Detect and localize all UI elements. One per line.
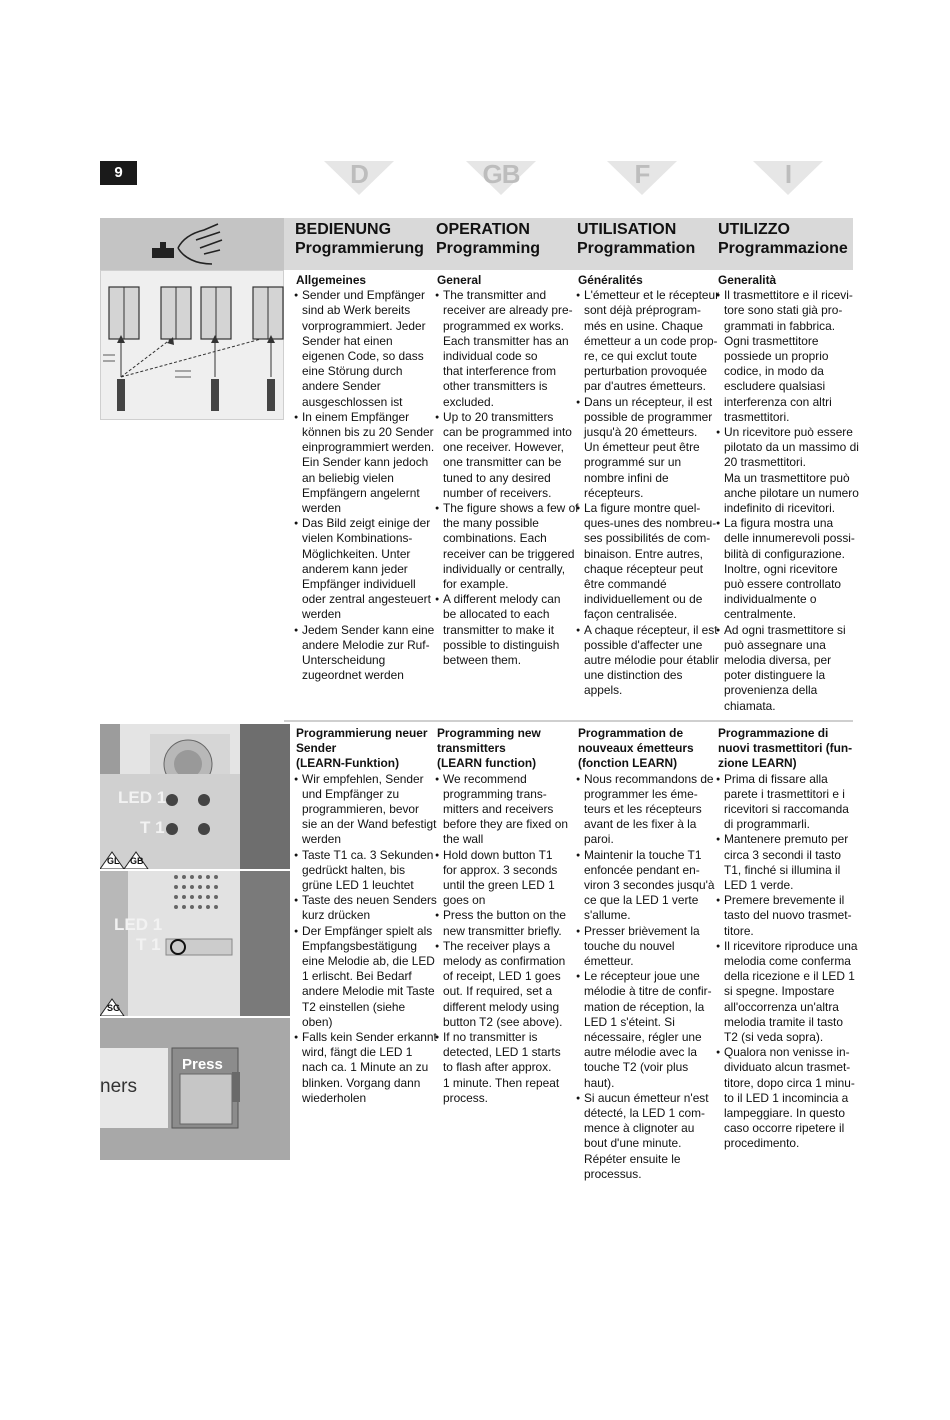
transmitter-receiver-diagram bbox=[100, 270, 284, 420]
bullet-item: ● Jedem Sender kann eine andere Melodie zur Ruf- Unterscheidung zugeordnet werden bbox=[296, 623, 434, 684]
bullet-item: ● Sender und Empfänger sind ab Werk bereits vorprogrammiert. Jeder Sender hat einen eigenen Code, so dass eine Störung durch andere Sender ausgeschlossen ist bbox=[296, 288, 434, 410]
doorbell-press-photo bbox=[100, 1018, 290, 1160]
bullet-item: ● L'émetteur et le récepteur sont déjà préprogram- més en usine. Chaque émetteur a un code prop- re, ce qui exclut toute perturbation provoquée par d'autres émetteurs. bbox=[578, 288, 719, 394]
bullet-item: ● Up to 20 transmitters can be programmed into one receiver. However, one transmitter can be tuned to any desired number of receivers. bbox=[437, 410, 579, 501]
hand-programming-icon bbox=[100, 218, 284, 270]
column-heading: Généralités bbox=[578, 273, 643, 287]
bullet-item: ● Hold down button T1 for approx. 3 seconds until the green LED 1 goes on bbox=[437, 848, 568, 909]
bullet-item: ● Il trasmettitore e il ricevi- tore sono stati già pro- grammati in fabbrica. Ogni trasmettitore possiede un proprio codice, in modo da escludere qualsiasi interferenza con altri trasmettitori. bbox=[718, 288, 859, 425]
bullet-item: ● Nous recommandons de programmer les éme- teurs et les récepteurs avant de les fixer à la paroi. bbox=[578, 772, 715, 848]
bullet-item: ● The transmitter and receiver are already pre- programmed ex works. Each transmitter has an individual code so that interference from other transmitters is excluded. bbox=[437, 288, 579, 410]
operation-column-i bbox=[718, 273, 859, 714]
operation-column-f bbox=[578, 273, 719, 699]
transmitter-photo bbox=[100, 871, 290, 1016]
bullet-item: ● Le récepteur joue une mélodie à titre de confir- mation de réception, la LED 1 s'éteint. Si nécessaire, régler une autre mélodie avec la touche T2 (voir plus haut). bbox=[578, 969, 715, 1091]
page-number: 9 bbox=[100, 161, 137, 185]
t1-label: T 1 bbox=[136, 935, 161, 954]
column-heading: General bbox=[437, 273, 482, 287]
bullet-item: ● The figure shows a few of the many possible combinations. Each receiver can be triggered individually or centrally, for example. bbox=[437, 501, 579, 592]
bullet-item: ● A different melody can be allocated to each transmitter to make it possible to distinguish between them. bbox=[437, 592, 579, 668]
bullet-item: ● Ad ogni trasmettitore si può assegnare una melodia diversa, per poter distinguere la provenienza della chiamata. bbox=[718, 623, 859, 714]
column-heading: Programmazione di nuovi trasmettitori (fun- zione LEARN) bbox=[718, 726, 853, 771]
operation-column-gb bbox=[437, 273, 579, 668]
bullet-item: ● Dans un récepteur, il est possible de programmer jusqu'à 20 émetteurs. Un émetteur peut être programmé sur un nombre infini de récepteurs. bbox=[578, 395, 719, 501]
bullet-item: ● Taste T1 ca. 3 Sekunden gedrückt halten, bis grüne LED 1 leuchtet bbox=[296, 848, 437, 894]
learn-column-de bbox=[296, 726, 437, 1106]
section-title-gb: OPERATION Programming bbox=[436, 221, 541, 257]
bullet-item: ● Mantenere premuto per circa 3 secondi il tasto T1, finché si illumina il LED 1 verde. bbox=[718, 832, 858, 893]
bullet-item: ● Prima di fissare alla parete i trasmettitori e i ricevitori si raccomanda di programmarli. bbox=[718, 772, 858, 833]
badge-sg: SG bbox=[107, 1003, 121, 1013]
language-marker-gb: GB bbox=[466, 161, 536, 195]
operation-column-de bbox=[296, 273, 434, 683]
bullet-item: ● Un ricevitore può essere pilotato da un massimo di 20 trasmettitori. Ma un trasmettitore può anche pilotare un numero indefinito di ricevitori. bbox=[718, 425, 859, 516]
led-label: LED 1 bbox=[118, 788, 167, 807]
column-heading: Programmation de nouveaux émetteurs (fonction LEARN) bbox=[578, 726, 694, 771]
learn-column-i bbox=[718, 726, 858, 1152]
section-title-f: UTILISATION Programmation bbox=[577, 221, 696, 257]
led-label: LED 1 bbox=[114, 915, 163, 934]
bullet-item: ● Presser brièvement la touche du nouvel émetteur. bbox=[578, 924, 715, 970]
column-heading: Programming new transmitters (LEARN function) bbox=[437, 726, 541, 771]
bullet-item: ● A chaque récepteur, il est possible d'affecter une autre mélodie pour établir une distinction des appels. bbox=[578, 623, 719, 699]
bullet-item: ● Das Bild zeigt einige der vielen Kombinations- Möglichkeiten. Unter anderem kann jeder Empfänger individuell oder zentral angesteuert werden bbox=[296, 516, 434, 622]
learn-column-gb bbox=[437, 726, 568, 1106]
bullet-item: ● Taste des neuen Senders kurz drücken bbox=[296, 893, 437, 923]
bullet-item: ● Qualora non venisse in- dividuato alcun trasmet- titore, dopo circa 1 minu- to il LED 1 incomincia a lampeggiare. In questo caso occorre ripetere il procedimento. bbox=[718, 1045, 858, 1151]
t1-label: T 1 bbox=[140, 818, 165, 837]
learn-column-f bbox=[578, 726, 715, 1182]
section-divider bbox=[284, 720, 853, 722]
badge-gb: GB bbox=[130, 856, 144, 866]
receiver-photo bbox=[100, 724, 290, 869]
bullet-item: ● Der Empfänger spielt als Empfangsbestätigung eine Melodie ab, die LED 1 erlischt. Bei Bedarf andere Melodie mit Taste T2 einstellen (siehe oben) bbox=[296, 924, 437, 1030]
press-button-label: Press bbox=[182, 1056, 223, 1073]
column-heading: Allgemeines bbox=[296, 273, 367, 287]
bullet-item: ● La figura mostra una delle innumerevoli possi- bilità di configurazione. Inoltre, ogni ricevitore può essere controllato individualmente o centralmente. bbox=[718, 516, 859, 622]
bullet-item: ● Premere brevemente il tasto del nuovo trasmet- titore. bbox=[718, 893, 858, 939]
bullet-item: ● Press the button on the new transmitter briefly. bbox=[437, 908, 568, 938]
badge-gl: GL bbox=[107, 856, 120, 866]
bullet-item: ● The receiver plays a melody as confirmation of receipt, LED 1 goes out. If required, set a different melody using button T2 (see above). bbox=[437, 939, 568, 1030]
bullet-item: ● If no transmitter is detected, LED 1 starts to flash after approx. 1 minute. Then repeat process. bbox=[437, 1030, 568, 1106]
nameplate-text: ners bbox=[100, 1076, 137, 1097]
bullet-item: ● Maintenir la touche T1 enfoncée pendant en- viron 3 secondes jusqu'à ce que la LED 1 verte s'allume. bbox=[578, 848, 715, 924]
bullet-item: ● Si aucun émetteur n'est détecté, la LED 1 com- mence à clignoter au bout d'une minute. Répéter ensuite le processus. bbox=[578, 1091, 715, 1182]
language-marker-de: D bbox=[324, 161, 394, 195]
column-heading: Generalità bbox=[718, 273, 777, 287]
bullet-item: ● La figure montre quel- ques-unes des nombreu- ses possibilités de com- binaison. Entre autres, chaque récepteur peut être commandé individuellement ou de façon centralisée. bbox=[578, 501, 719, 623]
bullet-item: ● Il ricevitore riproduce una melodia come conferma della ricezione e il LED 1 si spegne. Impostare all'occorrenza un'altra melodia tramite il tasto T2 (si veda sopra). bbox=[718, 939, 858, 1045]
bullet-item: ● Wir empfehlen, Sender und Empfänger zu programmieren, bevor sie an der Wand befestigt werden bbox=[296, 772, 437, 848]
bullet-item: ● Falls kein Sender erkannt wird, fängt die LED 1 nach ca. 1 Minute an zu blinken. Vorgang dann wiederholen bbox=[296, 1030, 437, 1106]
language-marker-i: I bbox=[753, 161, 823, 195]
language-marker-f: F bbox=[607, 161, 677, 195]
bullet-item: ● In einem Empfänger können bis zu 20 Sender einprogrammiert werden. Ein Sender kann jedoch an beliebig vielen Empfängern angelernt werden bbox=[296, 410, 434, 516]
bullet-item: ● We recommend programming trans- mitters and receivers before they are fixed on the wall bbox=[437, 772, 568, 848]
section-title-de: BEDIENUNG Programmierung bbox=[295, 221, 424, 257]
section-title-i: UTILIZZO Programmazione bbox=[718, 221, 848, 257]
column-heading: Programmierung neuer Sender (LEARN-Funktion) bbox=[296, 726, 428, 771]
